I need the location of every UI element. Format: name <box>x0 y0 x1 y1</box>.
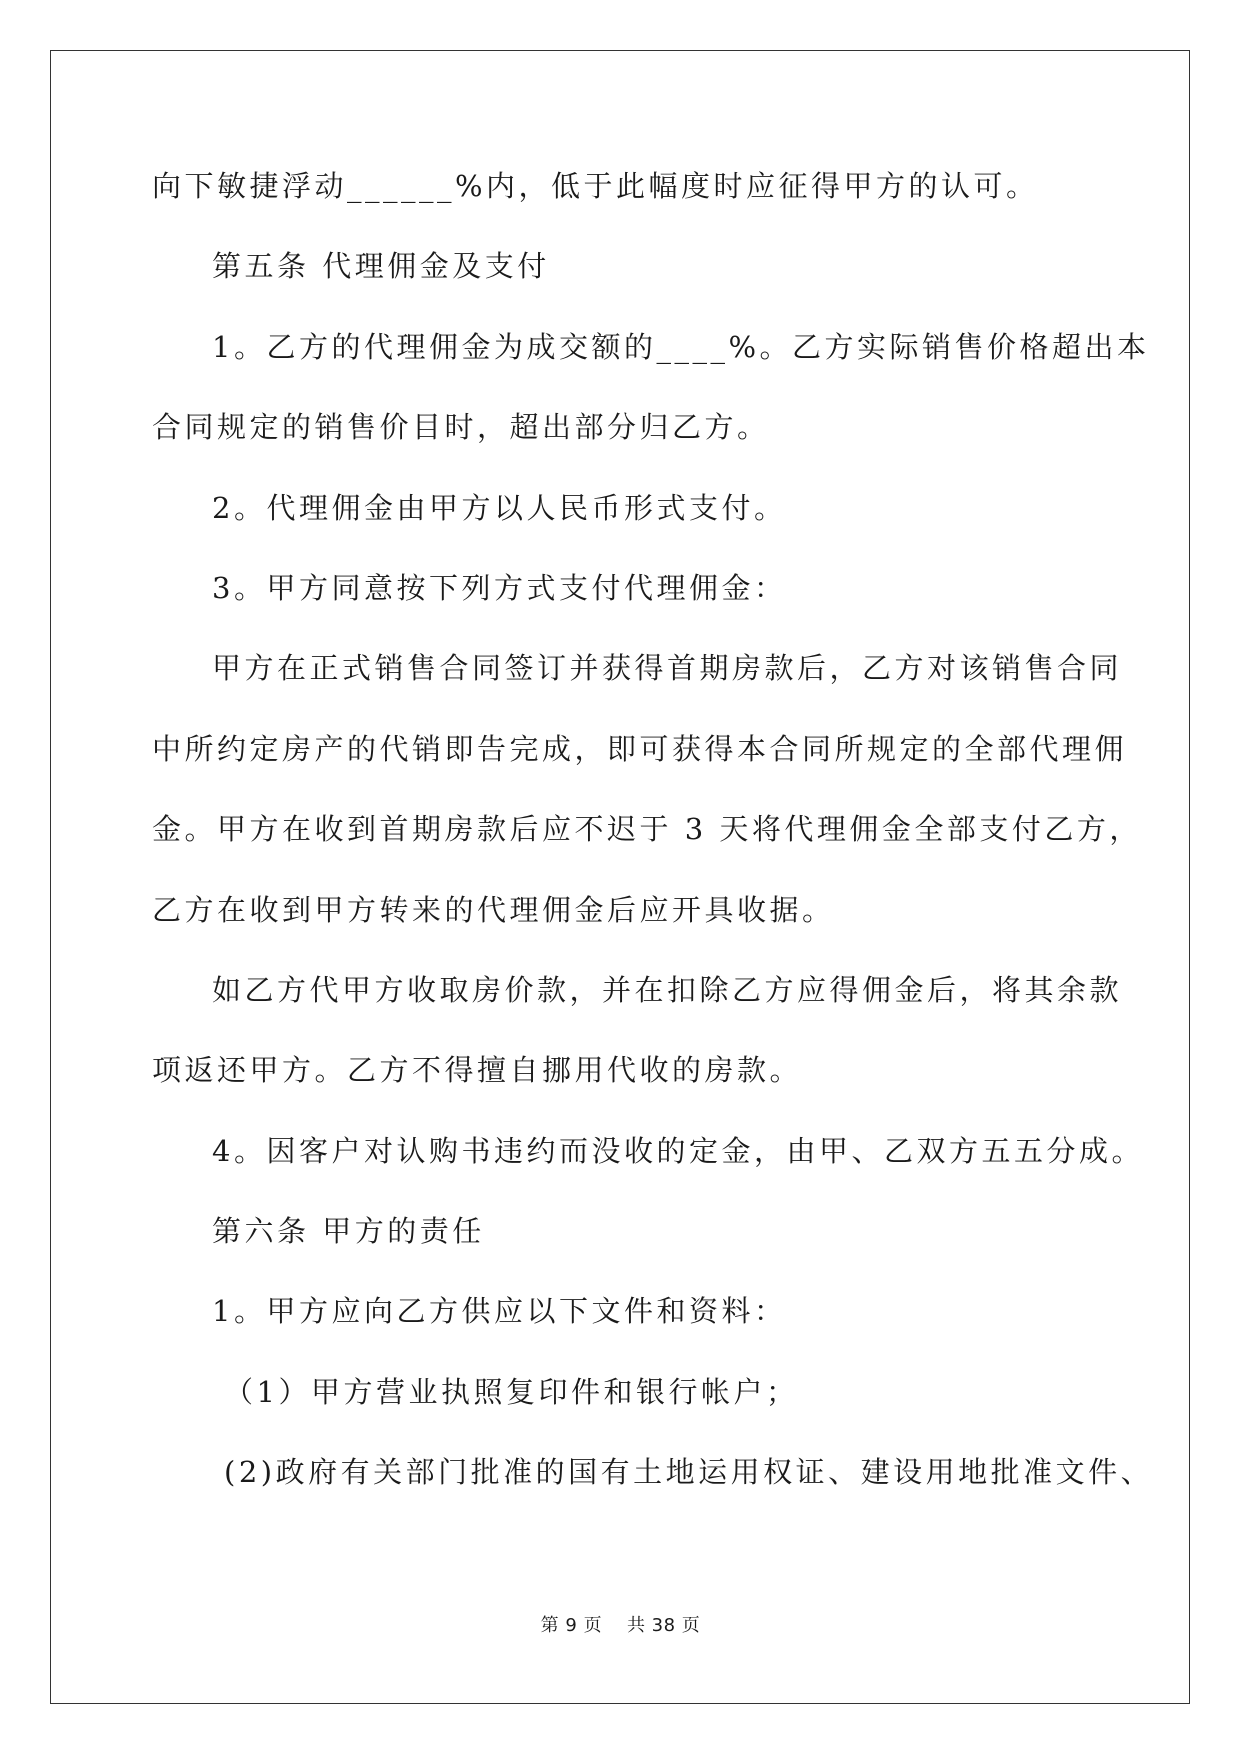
section-heading: 第六条 甲方的责任 <box>212 1214 485 1249</box>
text-line: 2。代理佣金由甲方以人民币形式支付。 <box>212 490 787 525</box>
text-line: 向下敏捷浮动______%内，低于此幅度时应征得甲方的认可。 <box>152 169 1039 203</box>
document-body <box>152 166 1154 1533</box>
page-footer <box>0 1611 1241 1637</box>
text-line: (2)政府有关部门批准的国有土地运用权证、建设用地批准文件、 <box>224 1455 1154 1490</box>
text-line: 甲方在正式销售合同签订并获得首期房款后，乙方对该销售合同 <box>212 651 1123 686</box>
text-line: 1。甲方应向乙方供应以下文件和资料： <box>212 1294 787 1329</box>
section-heading: 第五条 代理佣金及支付 <box>212 249 550 284</box>
text-line: 合同规定的销售价目时，超出部分归乙方。 <box>152 410 770 445</box>
text-line: 3。甲方同意按下列方式支付代理佣金： <box>212 570 787 605</box>
page-number: 第 9 页 共 38 页 <box>540 1615 701 1636</box>
text-line: 金。甲方在收到首期房款后应不迟于 3 天将代理佣金全部支付乙方， <box>152 812 1142 847</box>
text-line: 乙方在收到甲方转来的代理佣金后应开具收据。 <box>152 892 835 927</box>
text-line: 1。乙方的代理佣金为成交额的____%。乙方实际销售价格超出本 <box>212 329 1150 364</box>
text-line: 4。因客户对认购书违约而没收的定金，由甲、乙双方五五分成。 <box>212 1133 1144 1168</box>
text-line: 中所约定房产的代销即告完成，即可获得本合同所规定的全部代理佣 <box>152 731 1128 766</box>
text-line: 项返还甲方。乙方不得擅自挪用代收的房款。 <box>152 1053 803 1088</box>
text-line: 如乙方代甲方收取房价款，并在扣除乙方应得佣金后，将其余款 <box>212 972 1123 1007</box>
text-line: （1）甲方营业执照复印件和银行帐户； <box>224 1374 799 1409</box>
